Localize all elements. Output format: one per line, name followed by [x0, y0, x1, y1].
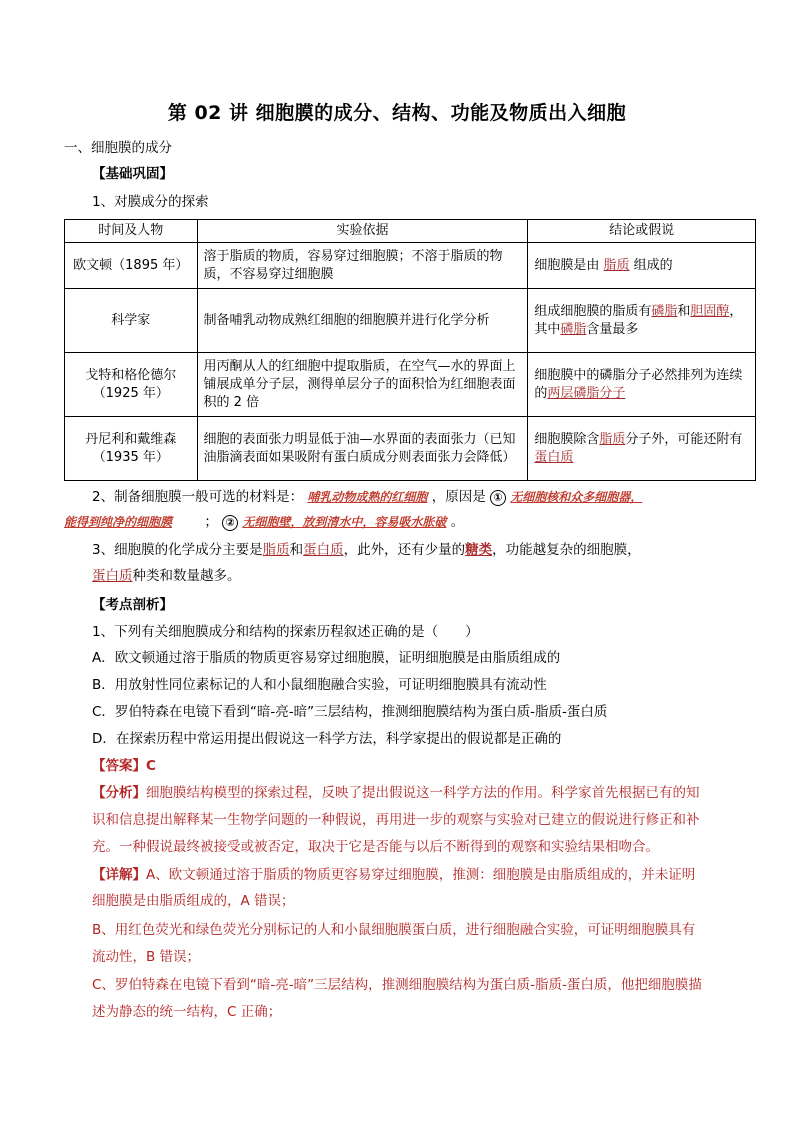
circled-number: ① — [490, 490, 506, 506]
analysis-text: 细胞膜结构模型的探索过程，反映了提出假说这一科学方法的作用。科学家首先根据已有的知 — [146, 785, 700, 801]
detail-line-b2: 流动性，B 错误； — [92, 949, 201, 965]
analysis-section-label: 【分析】 — [92, 785, 146, 801]
detail-line-a2: 细胞膜是由脂质组成的，A 错误； — [92, 893, 295, 909]
question-2-text: ； — [204, 514, 218, 530]
conclusion-text: 分子外，可能还附有 — [625, 431, 743, 447]
mcq-option-a: A．欧文顿通过溶于脂质的物质更容易穿过细胞膜，证明细胞膜是由脂质组成的 — [92, 650, 561, 666]
question-3-text: ，功能越复杂的细胞膜， — [492, 542, 641, 558]
question-1-label: 1、对膜成分的探索 — [92, 194, 209, 210]
cell-person: 科学家 — [65, 289, 198, 353]
fill-answer: 糖类 — [465, 542, 493, 558]
question-2-text: 。 — [450, 514, 465, 530]
cell-basis: 细胞的表面张力明显低于油—水界面的表面张力（已知油脂滴表面如果吸附有蛋白质成分则表面张力会降低） — [197, 417, 528, 481]
answer-value: C — [146, 758, 156, 774]
cell-basis: 溶于脂质的物质，容易穿过细胞膜；不溶于脂质的物质，不容易穿过细胞膜 — [197, 243, 528, 289]
fill-answer: 磷脂 — [560, 321, 587, 337]
conclusion-text: 细胞膜除含 — [534, 431, 600, 447]
cell-person — [65, 417, 198, 481]
detail-text: A、欧文顿通过溶于脂质的物质更容易穿过细胞膜，推测：细胞膜是由脂质组成的，并未证明 — [146, 867, 696, 883]
fill-answer: 脂质 — [603, 257, 630, 273]
cell-person — [65, 353, 198, 417]
question-3-line-1 — [92, 541, 641, 559]
conclusion-text: 细胞膜是由 — [534, 257, 600, 273]
cell-person: 欧文顿（1895 年） — [65, 243, 198, 289]
table-row — [65, 417, 756, 481]
handwritten-answer: 哺乳动物成熟的红细胞 — [307, 490, 428, 504]
table-row — [65, 243, 756, 289]
handwritten-answer: 无细胞核和众多细胞器， — [510, 490, 643, 504]
cell-basis: 制备哺乳动物成熟红细胞的细胞膜并进行化学分析 — [197, 289, 528, 353]
mcq-option-b: B．用放射性同位素标记的人和小鼠细胞融合实验，可证明细胞膜具有流动性 — [92, 677, 547, 693]
analysis-line-3: 充。一种假说最终被接受或被否定，取决于它是否能与以后不断得到的观察和实验结果相吻合。 — [92, 839, 659, 855]
table-row — [65, 353, 756, 417]
fill-answer: 磷脂 — [651, 303, 678, 319]
detail-line-c1: C、罗伯特森在电镜下看到“暗-亮-暗”三层结构，推测细胞膜结构为蛋白质-脂质-蛋白质，他把细胞膜描 — [92, 977, 702, 993]
question-3-line-2 — [92, 567, 241, 585]
basics-label: 【基础巩固】 — [92, 166, 173, 182]
table-row — [65, 289, 756, 353]
handwritten-answer: 无细胞壁，放到清水中，容易吸水胀破 — [242, 515, 447, 529]
table-header-row — [65, 220, 756, 243]
analysis-label: 【考点剖析】 — [92, 597, 173, 613]
question-3-text: 种类和数量越多。 — [132, 568, 241, 584]
detail-line-b1: B、用红色荧光和绿色荧光分别标记的人和小鼠细胞膜蛋白质，进行细胞融合实验，可证明细胞膜具有 — [92, 922, 696, 938]
question-3-text: 3、细胞膜的化学成分主要是 — [92, 542, 263, 558]
conclusion-text: 细胞膜中的磷脂分子必然排列为连续的 — [534, 367, 743, 401]
detail-line-c2: 述为静态的统一结构，C 正确； — [92, 1004, 282, 1020]
fill-answer: 胆固醇 — [690, 303, 730, 319]
membrane-exploration-table — [64, 219, 756, 481]
person-name: 戈特和格伦德尔 — [85, 367, 177, 383]
person-year: （1935 年） — [92, 449, 169, 465]
section-heading: 一、细胞膜的成分 — [64, 140, 172, 156]
header-person: 时间及人物 — [65, 220, 198, 243]
question-2-line-2 — [64, 513, 464, 531]
question-2-text: 2、制备细胞膜一般可选的材料是： — [92, 489, 304, 505]
fill-answer: 两层磷脂分子 — [547, 385, 626, 401]
fill-answer: 蛋白质 — [303, 542, 344, 558]
mcq-stem: 1、下列有关细胞膜成分和结构的探索历程叙述正确的是（ ） — [92, 624, 479, 640]
handwritten-answer: 能得到纯净的细胞膜 — [64, 515, 173, 529]
conclusion-text: ，其中 — [534, 303, 743, 337]
question-3-text: 和 — [289, 542, 304, 558]
page-title: 第 02 讲 细胞膜的成分、结构、功能及物质出入细胞 — [167, 102, 627, 124]
answer-label: 【答案】 — [92, 758, 146, 774]
cell-conclusion — [528, 353, 756, 417]
person-year: （1925 年） — [92, 385, 169, 401]
fill-answer: 脂质 — [262, 542, 290, 558]
conclusion-text: 和 — [677, 303, 691, 319]
fill-answer: 蛋白质 — [534, 449, 574, 465]
fill-answer: 脂质 — [599, 431, 626, 447]
question-2-line-1 — [92, 488, 642, 506]
cell-basis: 用丙酮从人的红细胞中提取脂质，在空气—水的界面上铺展成单分子层，测得单层分子的面积恰为红细胞表面积的 2 倍 — [197, 353, 528, 417]
cell-conclusion — [528, 417, 756, 481]
analysis-line-2: 识和信息提出解释某一生物学问题的一种假说，再用进一步的观察与实验对已建立的假说进行修正和补 — [92, 812, 700, 828]
detail-line-a1 — [92, 866, 695, 884]
question-3-text: ，此外，还有少量的 — [343, 542, 466, 558]
mcq-option-d: D．在探索历程中常运用提出假说这一科学方法，科学家提出的假说都是正确的 — [92, 731, 562, 747]
person-name: 丹尼利和戴维森 — [85, 431, 177, 447]
header-conclusion: 结论或假说 — [528, 220, 756, 243]
header-basis: 实验依据 — [197, 220, 528, 243]
conclusion-text: 含量最多 — [586, 321, 639, 337]
circled-number: ② — [222, 515, 238, 531]
mcq-option-c: C．罗伯特森在电镜下看到“暗-亮-暗”三层结构，推测细胞膜结构为蛋白质-脂质-蛋白质 — [92, 704, 608, 720]
conclusion-text: 组成的 — [633, 257, 673, 273]
cell-conclusion — [528, 243, 756, 289]
conclusion-text: 组成细胞膜的脂质有 — [534, 303, 652, 319]
detail-section-label: 【详解】 — [92, 867, 146, 883]
answer-line — [92, 757, 156, 775]
question-2-text: ，原因是 — [431, 489, 486, 505]
fill-answer: 蛋白质 — [92, 568, 133, 584]
cell-conclusion — [528, 289, 756, 353]
analysis-line-1 — [92, 784, 700, 802]
